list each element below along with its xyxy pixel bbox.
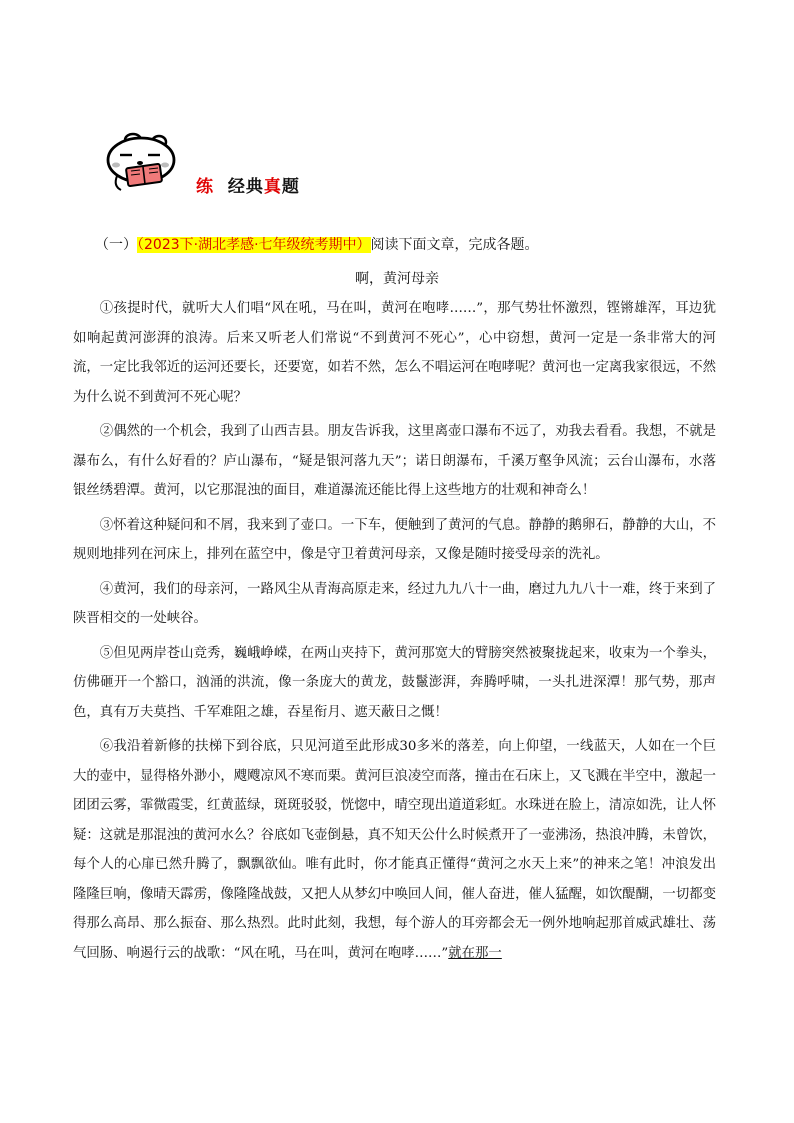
paragraph-1: ①孩提时代，就听大人们唱“风在吼，马在叫，黄河在咆哮……”，那气势壮怀激烈，铿锵雄浑，耳边犹如响起黄河澎湃的浪涛。后来又听老人们常说“不到黄河不死心”，心中窃想，黄河一定是一条非常大的河流，一定比我邻近的运河还要长，还要宽，如若不然，怎么不唱运河在咆哮呢？黄河也一定离我家很远，不然为什么说不到黄河不死心呢？ [73,301,716,405]
cartoon-bear-reading-icon [103,130,179,194]
heading-char-4: 题 [281,177,300,197]
paragraph-6 [73,732,716,968]
paragraph-4: ④黄河，我们的母亲河，一路风尘从青海高原走来，经过九九八十一曲，磨过九九八十一难，终于来到了陕晋相交的一处峡谷。 [73,581,716,626]
paragraph-6-underlined: 就在那一 [448,945,502,961]
section-number: （一） [95,237,137,253]
heading-char-1: 练 [196,177,214,197]
paragraph-3: ③怀着这种疑问和不屑，我来到了壶口。一下车，便触到了黄河的气息。静静的鹅卵石，静静的大山，不规则地排列在河床上，排列在蓝空中，像是守卫着黄河母亲，又像是随时接受母亲的洗礼。 [73,517,716,562]
paragraph-2: ②偶然的一个机会，我到了山西吉县。朋友告诉我，这里离壶口瀑布不远了，劝我去看看。我想，不就是瀑布么，有什么好看的？庐山瀑布，“疑是银河落九天”；诺日朗瀑布，千溪万壑争风流；云台山瀑布，水落银丝绣碧潭。黄河，以它那混浊的面目，难道瀑流还能比得上这些地方的壮观和神奇么！ [73,424,716,498]
question-source-line [95,234,539,254]
paragraph-5: ⑤但见两岸苍山竞秀，巍峨峥嵘，在两山夹持下，黄河那宽大的臂膀突然被聚拢起来，收束为一个拳头，仿佛砸开一个豁口，汹涌的洪流，像一条庞大的黄龙，鼓鬣澎湃，奔腾呼啸，一头扎进深潭！那气势，那声色，真有万夫莫挡、千军难阻之雄，吞星衔月、遮天蔽日之慨！ [73,645,716,720]
paragraph-6-text: ⑥我沿着新修的扶梯下到谷底，只见河道至此形成30多米的落差，向上仰望，一线蓝天，人如在一个巨大的壶中，显得格外渺小，飕飕凉风不寒而栗。黄河巨浪凌空而落，撞击在石床上，又飞溅在半空中，激起一团团云雾，霏微霞雯，红黄蓝绿，斑斑驳驳，恍惚中，晴空现出道道彩虹。水珠迸在脸上，清凉如洗，让人怀疑：这就是那混浊的黄河水么？谷底如飞壶倒悬，真不知天公什么时候煮开了一壶沸汤，热浪冲腾，未曾饮，每个人的心扉已然升腾了，飘飘欲仙。唯有此时，你才能真正懂得“黄河之水天上来”的神来之笔！冲浪发出隆隆巨响，像晴天霹雳，像隆隆战鼓，又把人从梦幻中唤回人间，催人奋进，催人猛醒，如饮醍醐，一切都变得那么高昂、那么振奋、那么热烈。此时此刻，我想，每个游人的耳旁都会无一例外地响起那首威武雄壮、荡气回肠、响遏行云的战歌：“风在吼，马在叫，黄河在咆哮……” [73,739,716,961]
article-body [73,294,716,973]
heading-char-3: 真 [263,177,282,197]
heading-char-2: 经典 [227,177,264,197]
article-title: 啊，黄河母亲 [355,271,439,287]
exam-source-highlight: （2023下·湖北孝感·七年级统考期中） [137,237,371,253]
instruction-text: 阅读下面文章，完成各题。 [370,237,539,253]
section-heading [196,172,300,197]
